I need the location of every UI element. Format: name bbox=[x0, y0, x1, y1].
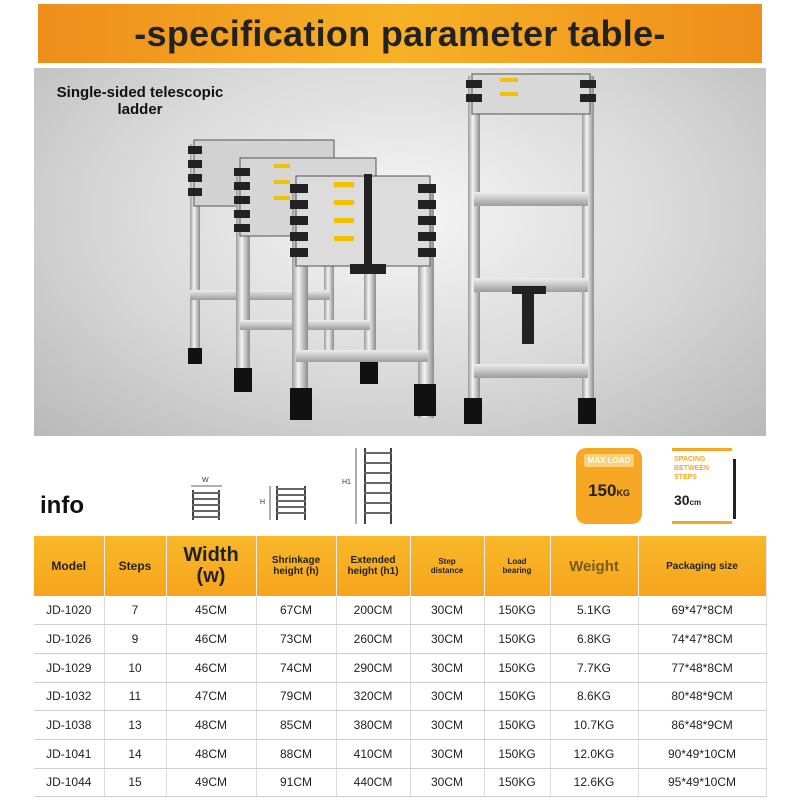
cell-load-bearing: 150KG bbox=[484, 653, 550, 682]
cell-steps: 15 bbox=[104, 768, 166, 797]
cell-shrinkage-height: 73CM bbox=[256, 625, 336, 654]
width-diagram-label: W bbox=[202, 477, 209, 484]
header-shrinkage-height: Shrinkage height (h) bbox=[256, 536, 336, 596]
step-spacing-label-2: BETWEEN bbox=[674, 465, 709, 472]
cell-weight: 8.6KG bbox=[550, 682, 638, 711]
cell-model: JD-1038 bbox=[34, 711, 104, 740]
cell-packaging-size: 86*48*9CM bbox=[638, 711, 766, 740]
cell-extended-height: 380CM bbox=[336, 711, 410, 740]
cell-packaging-size: 69*47*8CM bbox=[638, 596, 766, 625]
extended-diagram bbox=[340, 444, 404, 528]
cell-step-distance: 30CM bbox=[410, 682, 484, 711]
photo-caption: Single-sided telescopic ladder bbox=[56, 84, 224, 118]
cell-model: JD-1041 bbox=[34, 739, 104, 768]
table-header-row bbox=[34, 536, 766, 596]
table-row bbox=[34, 682, 766, 711]
header-extended-height: Extended height (h1) bbox=[336, 536, 410, 596]
cell-packaging-size: 90*49*10CM bbox=[638, 739, 766, 768]
step-spacing-value: 30cm bbox=[674, 492, 702, 508]
cell-packaging-size: 77*48*8CM bbox=[638, 653, 766, 682]
cell-packaging-size: 74*47*8CM bbox=[638, 625, 766, 654]
cell-load-bearing: 150KG bbox=[484, 625, 550, 654]
cell-step-distance: 30CM bbox=[410, 768, 484, 797]
table-row bbox=[34, 596, 766, 625]
shrinkage-diagram bbox=[258, 480, 312, 524]
extended-ladder bbox=[464, 74, 596, 424]
width-diagram bbox=[188, 474, 232, 522]
step-spacing-label-1: SPACING bbox=[674, 456, 706, 463]
cell-load-bearing: 150KG bbox=[484, 682, 550, 711]
header-step-distance: Step distance bbox=[410, 536, 484, 596]
cell-width: 47CM bbox=[166, 682, 256, 711]
cell-steps: 11 bbox=[104, 682, 166, 711]
cell-model: JD-1020 bbox=[34, 596, 104, 625]
cell-width: 45CM bbox=[166, 596, 256, 625]
header-weight: Weight bbox=[550, 536, 638, 596]
cell-shrinkage-height: 88CM bbox=[256, 739, 336, 768]
header-steps: Steps bbox=[104, 536, 166, 596]
max-load-badge bbox=[576, 448, 642, 524]
cell-width: 48CM bbox=[166, 711, 256, 740]
cell-step-distance: 30CM bbox=[410, 653, 484, 682]
table-body bbox=[34, 596, 766, 797]
cell-weight: 12.0KG bbox=[550, 739, 638, 768]
cell-width: 46CM bbox=[166, 653, 256, 682]
cell-extended-height: 260CM bbox=[336, 625, 410, 654]
shrinkage-diagram-label: H bbox=[260, 499, 266, 506]
cell-model: JD-1029 bbox=[34, 653, 104, 682]
header-model: Model bbox=[34, 536, 104, 596]
header-load-bearing: Load bearing bbox=[484, 536, 550, 596]
cell-steps: 9 bbox=[104, 625, 166, 654]
cell-model: JD-1044 bbox=[34, 768, 104, 797]
cell-load-bearing: 150KG bbox=[484, 739, 550, 768]
cell-shrinkage-height: 67CM bbox=[256, 596, 336, 625]
cell-extended-height: 290CM bbox=[336, 653, 410, 682]
step-spacing-badge bbox=[672, 448, 732, 524]
cell-model: JD-1026 bbox=[34, 625, 104, 654]
cell-width: 48CM bbox=[166, 739, 256, 768]
cell-extended-height: 440CM bbox=[336, 768, 410, 797]
cell-extended-height: 200CM bbox=[336, 596, 410, 625]
cell-shrinkage-height: 79CM bbox=[256, 682, 336, 711]
table-row bbox=[34, 768, 766, 797]
cell-weight: 5.1KG bbox=[550, 596, 638, 625]
cell-step-distance: 30CM bbox=[410, 739, 484, 768]
header-packaging-size: Packaging size bbox=[638, 536, 766, 596]
cell-step-distance: 30CM bbox=[410, 596, 484, 625]
header-width: Width (w) bbox=[166, 536, 256, 596]
spec-table bbox=[34, 536, 767, 797]
max-load-label: MAX LOAD bbox=[584, 454, 635, 467]
cell-width: 49CM bbox=[166, 768, 256, 797]
cell-load-bearing: 150KG bbox=[484, 596, 550, 625]
table-row bbox=[34, 711, 766, 740]
cell-steps: 14 bbox=[104, 739, 166, 768]
cell-load-bearing: 150KG bbox=[484, 711, 550, 740]
extended-diagram-label: H1 bbox=[342, 479, 351, 486]
step-spacing-label-3: STEPS bbox=[674, 474, 697, 481]
product-photo bbox=[34, 68, 766, 436]
cell-packaging-size: 95*49*10CM bbox=[638, 768, 766, 797]
title-banner bbox=[38, 4, 762, 63]
ladder-illustration bbox=[34, 68, 766, 436]
cell-model: JD-1032 bbox=[34, 682, 104, 711]
table-row bbox=[34, 625, 766, 654]
cell-shrinkage-height: 91CM bbox=[256, 768, 336, 797]
cell-step-distance: 30CM bbox=[410, 711, 484, 740]
cell-weight: 12.6KG bbox=[550, 768, 638, 797]
cell-extended-height: 410CM bbox=[336, 739, 410, 768]
step-spacing-bar bbox=[733, 459, 736, 519]
info-label: info bbox=[40, 492, 84, 519]
cell-shrinkage-height: 74CM bbox=[256, 653, 336, 682]
cell-weight: 7.7KG bbox=[550, 653, 638, 682]
cell-shrinkage-height: 85CM bbox=[256, 711, 336, 740]
cell-packaging-size: 80*48*9CM bbox=[638, 682, 766, 711]
cell-extended-height: 320CM bbox=[336, 682, 410, 711]
cell-weight: 10.7KG bbox=[550, 711, 638, 740]
max-load-value: 150KG bbox=[588, 481, 630, 500]
table-row bbox=[34, 739, 766, 768]
cell-steps: 7 bbox=[104, 596, 166, 625]
cell-width: 46CM bbox=[166, 625, 256, 654]
banner-title: -specification parameter table- bbox=[134, 12, 666, 54]
cell-step-distance: 30CM bbox=[410, 625, 484, 654]
cell-steps: 10 bbox=[104, 653, 166, 682]
cell-steps: 13 bbox=[104, 711, 166, 740]
table-row bbox=[34, 653, 766, 682]
info-row bbox=[34, 440, 766, 536]
cell-weight: 6.8KG bbox=[550, 625, 638, 654]
cell-load-bearing: 150KG bbox=[484, 768, 550, 797]
